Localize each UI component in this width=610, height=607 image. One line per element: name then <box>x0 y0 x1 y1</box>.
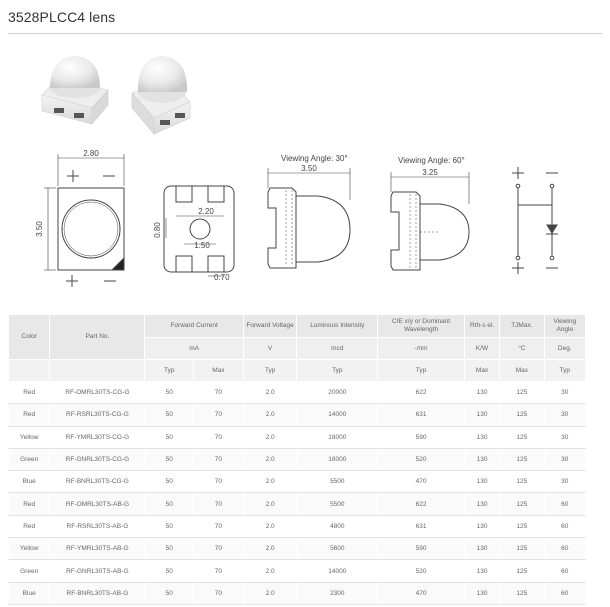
table-row <box>9 538 586 560</box>
cell-color: Red <box>9 515 50 537</box>
cell-intensity: 2300 <box>297 582 378 604</box>
bottom-pad-gap-label: 2.20 <box>198 207 214 216</box>
cell-tj: 125 <box>500 471 544 493</box>
front-view-drawing <box>44 154 124 287</box>
table-row <box>9 448 586 470</box>
cell-current-max: 70 <box>194 538 244 560</box>
cell-part-no: RF-RSRL30TS-CG-G <box>50 404 145 426</box>
cell-color: Red <box>9 404 50 426</box>
cell-tj: 125 <box>500 515 544 537</box>
product-photo-right <box>132 56 190 134</box>
cell-angle: 30 <box>544 404 585 426</box>
specifications-table <box>8 314 586 605</box>
cell-color: Red <box>9 382 50 404</box>
bottom-pad-w-label: 0.70 <box>214 273 230 282</box>
cell-wavelength: 470 <box>378 471 465 493</box>
cell-voltage: 2.0 <box>243 448 297 470</box>
side-60-title: Viewing Angle: 60° <box>398 156 465 165</box>
cell-current-typ: 50 <box>145 471 194 493</box>
front-height-label: 3.50 <box>35 221 44 237</box>
cell-angle: 30 <box>544 382 585 404</box>
cell-rth: 130 <box>464 493 499 515</box>
table-row <box>9 560 586 582</box>
cell-part-no: RF-RSRL30TS-AB-G <box>50 515 145 537</box>
cell-angle: 30 <box>544 471 585 493</box>
subheader-blank-part <box>50 360 145 382</box>
cell-rth: 130 <box>464 515 499 537</box>
bottom-view-drawing <box>164 186 234 276</box>
cell-part-no: RF-BNRL30TS-CG-G <box>50 471 145 493</box>
cell-current-max: 70 <box>194 426 244 448</box>
cell-tj: 125 <box>500 560 544 582</box>
cell-current-max: 70 <box>194 382 244 404</box>
subheader-rth-max: Max <box>464 360 499 382</box>
cell-wavelength: 470 <box>378 582 465 604</box>
cell-part-no: RF-OMRL30TS-AB-G <box>50 493 145 515</box>
cell-intensity: 5500 <box>297 493 378 515</box>
subheader-intensity-typ: Typ <box>297 360 378 382</box>
cell-wavelength: 631 <box>378 404 465 426</box>
side-30-title: Viewing Angle: 30° <box>281 154 348 163</box>
cell-part-no: RF-YMRL30TS-AB-G <box>50 538 145 560</box>
cell-wavelength: 622 <box>378 382 465 404</box>
cell-current-max: 70 <box>194 582 244 604</box>
bottom-pad-h-label: 0.80 <box>153 222 162 238</box>
table-row <box>9 493 586 515</box>
cell-tj: 125 <box>500 493 544 515</box>
cell-color: Blue <box>9 582 50 604</box>
cell-current-max: 70 <box>194 404 244 426</box>
cell-voltage: 2.0 <box>243 582 297 604</box>
cell-angle: 60 <box>544 560 585 582</box>
table-subheader-row <box>9 360 586 382</box>
header-part-no: Part No. <box>50 315 145 360</box>
cell-current-typ: 50 <box>145 404 194 426</box>
cell-current-typ: 50 <box>145 538 194 560</box>
cell-part-no: RF-GNRL30TS-AB-G <box>50 560 145 582</box>
front-width-label: 2.80 <box>83 149 99 158</box>
subheader-tj-max: Max <box>500 360 544 382</box>
cell-intensity: 5500 <box>297 471 378 493</box>
cell-tj: 125 <box>500 382 544 404</box>
cell-tj: 125 <box>500 582 544 604</box>
side-view-60-drawing <box>391 172 469 270</box>
cell-voltage: 2.0 <box>243 538 297 560</box>
cell-voltage: 2.0 <box>243 471 297 493</box>
cell-part-no: RF-OMRL30TS-CG-G <box>50 382 145 404</box>
cell-intensity: 5600 <box>297 538 378 560</box>
subheader-current-typ: Typ <box>145 360 194 382</box>
cell-rth: 130 <box>464 538 499 560</box>
product-photo-left <box>42 56 108 124</box>
subheader-angle-typ: Typ <box>544 360 585 382</box>
subheader-voltage-typ: Typ <box>243 360 297 382</box>
cell-voltage: 2.0 <box>243 382 297 404</box>
cell-part-no: RF-YMRL30TS-CG-G <box>50 426 145 448</box>
cell-tj: 125 <box>500 426 544 448</box>
header-color: Color <box>9 315 50 360</box>
cell-color: Yellow <box>9 426 50 448</box>
cell-rth: 130 <box>464 560 499 582</box>
cell-wavelength: 622 <box>378 493 465 515</box>
unit-forward-voltage: V <box>243 338 297 360</box>
cell-voltage: 2.0 <box>243 404 297 426</box>
cell-rth: 130 <box>464 471 499 493</box>
cell-wavelength: 631 <box>378 515 465 537</box>
header-forward-current: Forward Current <box>145 315 243 338</box>
cell-color: Green <box>9 448 50 470</box>
cell-voltage: 2.0 <box>243 515 297 537</box>
unit-viewing-angle: Deg. <box>544 338 585 360</box>
table-row <box>9 471 586 493</box>
header-cie: CIE x/y or Dominant Wavelength <box>378 315 465 338</box>
cell-voltage: 2.0 <box>243 426 297 448</box>
cell-intensity: 14000 <box>297 560 378 582</box>
cell-wavelength: 590 <box>378 426 465 448</box>
cell-current-typ: 50 <box>145 582 194 604</box>
cell-current-typ: 50 <box>145 448 194 470</box>
cell-intensity: 18000 <box>297 426 378 448</box>
cell-rth: 130 <box>464 404 499 426</box>
cell-angle: 60 <box>544 538 585 560</box>
cell-tj: 125 <box>500 448 544 470</box>
cell-color: Red <box>9 493 50 515</box>
cell-tj: 125 <box>500 404 544 426</box>
cell-intensity: 18000 <box>297 448 378 470</box>
cell-angle: 60 <box>544 582 585 604</box>
cell-current-max: 70 <box>194 471 244 493</box>
table-row <box>9 382 586 404</box>
cell-color: Blue <box>9 471 50 493</box>
header-rth: Rth-s el. <box>464 315 499 338</box>
cell-color: Yellow <box>9 538 50 560</box>
page-title: 3528PLCC4 lens <box>8 9 116 25</box>
cell-wavelength: 590 <box>378 538 465 560</box>
cell-current-typ: 50 <box>145 493 194 515</box>
cell-rth: 130 <box>464 448 499 470</box>
cell-tj: 125 <box>500 538 544 560</box>
subheader-blank-color <box>9 360 50 382</box>
cell-current-max: 70 <box>194 448 244 470</box>
cell-part-no: RF-GNRL30TS-CG-G <box>50 448 145 470</box>
cell-angle: 30 <box>544 448 585 470</box>
cell-intensity: 20000 <box>297 382 378 404</box>
header-luminous-intensity: Luminous Intensity <box>297 315 378 338</box>
unit-tj: °C <box>500 338 544 360</box>
cell-wavelength: 520 <box>378 560 465 582</box>
table-header-row <box>9 315 586 338</box>
header-forward-voltage: Forward Voltage <box>243 315 297 338</box>
cell-current-typ: 50 <box>145 382 194 404</box>
unit-luminous-intensity: mcd <box>297 338 378 360</box>
cell-color: Green <box>9 560 50 582</box>
cell-current-typ: 50 <box>145 515 194 537</box>
cell-intensity: 14000 <box>297 404 378 426</box>
table-row <box>9 426 586 448</box>
cell-voltage: 2.0 <box>243 560 297 582</box>
cell-rth: 130 <box>464 426 499 448</box>
table-row <box>9 515 586 537</box>
cell-current-max: 70 <box>194 560 244 582</box>
side-view-30-drawing <box>268 168 350 268</box>
cell-current-max: 70 <box>194 515 244 537</box>
side-60-width-label: 3.25 <box>422 168 438 177</box>
cell-part-no: RF-BNRL30TS-AB-G <box>50 582 145 604</box>
circuit-schematic <box>512 167 558 274</box>
bottom-lens-dia-label: 1.50 <box>194 241 210 250</box>
unit-rth: K/W <box>464 338 499 360</box>
cell-intensity: 4800 <box>297 515 378 537</box>
unit-forward-current: mA <box>145 338 243 360</box>
subheader-current-max: Max <box>194 360 244 382</box>
cell-current-typ: 50 <box>145 426 194 448</box>
header-viewing-angle: Viewing Angle <box>544 315 585 338</box>
cell-rth: 130 <box>464 382 499 404</box>
cell-rth: 130 <box>464 582 499 604</box>
side-30-width-label: 3.50 <box>301 164 317 173</box>
table-row <box>9 582 586 604</box>
unit-cie: -/nm <box>378 338 465 360</box>
header-tj: TJMax. <box>500 315 544 338</box>
cell-current-max: 70 <box>194 493 244 515</box>
table-row <box>9 404 586 426</box>
cell-wavelength: 520 <box>378 448 465 470</box>
cell-angle: 60 <box>544 515 585 537</box>
subheader-cie-typ: Typ <box>378 360 465 382</box>
cell-angle: 30 <box>544 426 585 448</box>
cell-current-typ: 50 <box>145 560 194 582</box>
cell-voltage: 2.0 <box>243 493 297 515</box>
cell-angle: 60 <box>544 493 585 515</box>
